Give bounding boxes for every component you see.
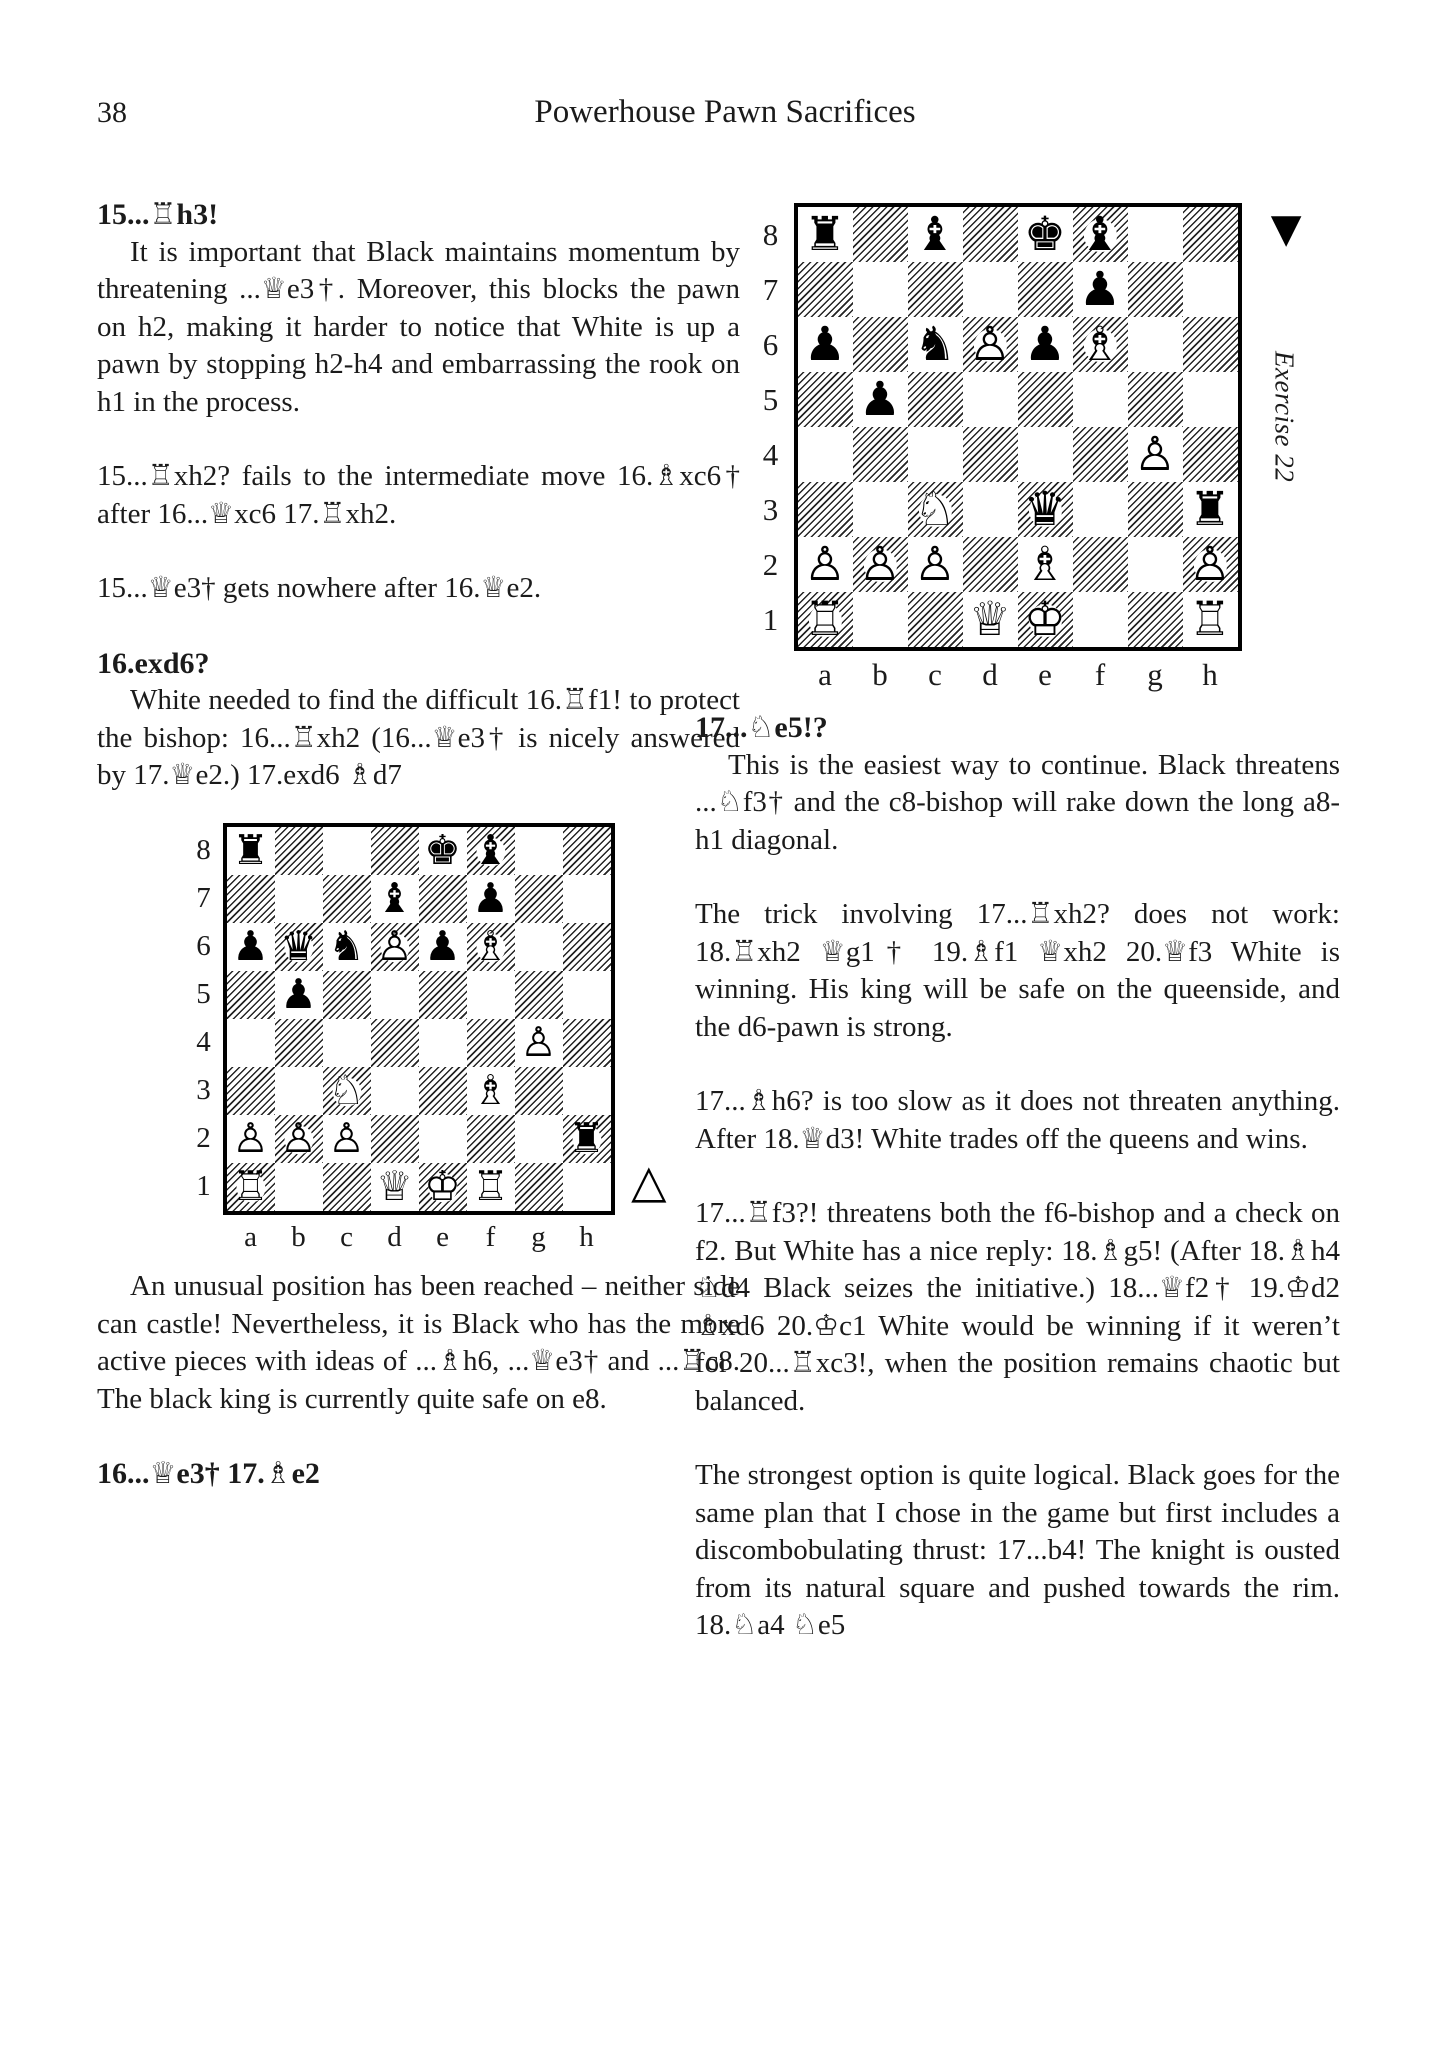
c6-black-knight: ♞ [913,317,957,372]
c3-white-knight: ♘ [913,482,957,537]
square-a3 [227,1067,275,1115]
c6-black-knight: ♞ [328,922,365,970]
square-c2 [323,1115,371,1163]
file-label-b: b [872,657,888,692]
rank-label-4: 4 [762,436,779,472]
square-a1 [798,592,853,647]
square-g4 [1128,427,1183,482]
square-b5 [853,372,908,427]
f7-black-pawn: ♟ [472,874,509,922]
square-e7 [1018,262,1073,317]
square-f1 [467,1163,515,1211]
e6-black-pawn: ♟ [1023,317,1067,372]
h1-white-rook: ♖ [1188,592,1232,647]
square-g1 [515,1163,563,1211]
a8-black-rook: ♜ [803,207,847,262]
square-f7 [467,875,515,923]
square-f8 [1073,207,1128,262]
square-b7 [275,875,323,923]
square-f2 [467,1115,515,1163]
square-d8 [371,827,419,875]
e2-white-bishop: ♗ [1023,537,1067,592]
exercise-label: Exercise 22 [1269,351,1300,483]
square-d5 [963,372,1018,427]
square-h1 [1183,592,1238,647]
square-h5 [1183,372,1238,427]
file-label-g: g [1147,657,1163,692]
chess-diagram-exercise-22 [762,203,1302,693]
file-label-a: a [818,657,832,692]
paragraph: 17...♗h6? is too slow as it does not threaten anything. After 18.♕d3! White trades off the queens and wins. [695,1085,1340,1155]
rank-label-8: 8 [196,834,211,866]
paragraph: 15...♖xh2? fails to the intermediate move 16.♗xc6† after 16...♕xc6 17.♖xh2. [97,460,740,530]
square-b7 [853,262,908,317]
square-h2 [563,1115,611,1163]
rank-labels [758,207,784,647]
g4-white-pawn: ♙ [520,1018,557,1066]
square-c6 [323,923,371,971]
square-h4 [563,1019,611,1067]
square-e1 [419,1163,467,1211]
square-e6 [1018,317,1073,372]
square-a6 [227,923,275,971]
square-a7 [227,875,275,923]
square-g3 [515,1067,563,1115]
a2-white-pawn: ♙ [803,537,847,592]
square-d3 [963,482,1018,537]
square-c8 [323,827,371,875]
rank-labels [191,827,217,1211]
rank-label-4: 4 [196,1026,211,1058]
h3-black-rook: ♜ [1188,482,1232,537]
square-d2 [371,1115,419,1163]
h2-black-rook: ♜ [568,1114,605,1162]
file-label-b: b [291,1220,306,1253]
square-b3 [275,1067,323,1115]
file-labels [794,656,1242,693]
square-h3 [1183,482,1238,537]
square-a1 [227,1163,275,1211]
h2-white-pawn: ♙ [1188,537,1232,592]
square-h4 [1183,427,1238,482]
d1-white-queen: ♕ [376,1162,413,1210]
square-h3 [563,1067,611,1115]
square-f2 [1073,537,1128,592]
square-g2 [515,1115,563,1163]
square-g8 [515,827,563,875]
square-g6 [1128,317,1183,372]
square-c5 [908,372,963,427]
paragraph: White needed to find the difficult 16.♖f1! to protect the bishop: 16...♖xh2 (16...♕e3† is nicely answered by 17.♕e2.) 17.exd6 ♗d7 [97,684,740,791]
e1-white-king: ♔ [424,1162,461,1210]
paragraph: It is important that Black maintains momentum by threatening ...♕e3†. Moreover, this blocks the pawn on h2, making it harder to notice that White is up a pawn by stopping h2-h4 and embarrassing the rook on h1 in the process. [97,235,740,418]
chess-diagram-variation [196,823,667,1255]
square-d6 [371,923,419,971]
file-label-f: f [485,1220,496,1253]
square-c7 [323,875,371,923]
square-c4 [908,427,963,482]
square-g4 [515,1019,563,1067]
square-c3 [323,1067,371,1115]
square-c2 [908,537,963,592]
rank-label-8: 8 [762,216,779,252]
square-h1 [563,1163,611,1211]
square-c1 [908,592,963,647]
rank-label-5: 5 [196,978,211,1010]
move-header: 16...♕e3† 17.♗e2 [97,1457,320,1491]
square-e5 [419,971,467,1019]
square-e5 [1018,372,1073,427]
rank-label-1: 1 [196,1170,211,1202]
square-f4 [1073,427,1128,482]
d1-white-queen: ♕ [968,592,1012,647]
square-a2 [227,1115,275,1163]
e3-black-queen: ♛ [1023,482,1067,537]
square-d4 [963,427,1018,482]
square-b2 [853,537,908,592]
square-e3 [1018,482,1073,537]
f3-white-bishop: ♗ [472,1066,509,1114]
square-c7 [908,262,963,317]
square-h2 [1183,537,1238,592]
file-label-a: a [244,1220,257,1253]
file-label-c: c [340,1220,353,1253]
square-d8 [963,207,1018,262]
square-h6 [563,923,611,971]
square-h8 [1183,207,1238,262]
paragraph: This is the easiest way to continue. Black threatens ...♘f3† and the c8-bishop will rake down the long a8-h1 diagonal. [695,748,1340,856]
square-h7 [563,875,611,923]
square-h7 [1183,262,1238,317]
rank-label-5: 5 [762,381,779,417]
paragraph: 15...♕e3† gets nowhere after 16.♕e2. [97,572,542,604]
file-label-g: g [531,1220,546,1253]
square-d3 [371,1067,419,1115]
square-e8 [419,827,467,875]
square-d2 [963,537,1018,592]
square-b4 [275,1019,323,1067]
square-d1 [371,1163,419,1211]
square-b5 [275,971,323,1019]
f1-white-rook: ♖ [472,1162,509,1210]
a8-black-rook: ♜ [232,826,269,874]
rank-label-6: 6 [196,930,211,962]
file-label-c: c [928,657,942,692]
chess-board [794,203,1242,651]
square-a4 [798,427,853,482]
square-f8 [467,827,515,875]
square-a8 [798,207,853,262]
rank-label-6: 6 [762,326,779,362]
square-e4 [1018,427,1073,482]
file-label-h: h [579,1220,594,1253]
square-h8 [563,827,611,875]
rank-label-1: 1 [762,601,779,637]
square-e2 [1018,537,1073,592]
square-a2 [798,537,853,592]
square-b3 [853,482,908,537]
square-g2 [1128,537,1183,592]
white-to-move-triangle-icon: △ [631,1154,667,1209]
c3-white-knight: ♘ [328,1066,365,1114]
a2-white-pawn: ♙ [232,1114,269,1162]
f8-black-bishop: ♝ [1078,207,1122,262]
square-d1 [963,592,1018,647]
square-g3 [1128,482,1183,537]
paragraph: An unusual position has been reached – neither side can castle! Nevertheless, it is Black who has the more active pieces with ideas of ...♗h6, ...♕e3† and ...♖c8. The black king is currently quite safe on e8. [97,1270,740,1415]
a1-white-rook: ♖ [232,1162,269,1210]
move-header: 17...♘e5!? [695,711,828,745]
rank-label-3: 3 [196,1074,211,1106]
b5-black-pawn: ♟ [858,372,902,427]
square-d5 [371,971,419,1019]
e6-black-pawn: ♟ [424,922,461,970]
square-b4 [853,427,908,482]
square-e6 [419,923,467,971]
square-c5 [323,971,371,1019]
square-h6 [1183,317,1238,372]
a1-white-rook: ♖ [803,592,847,647]
chess-board [223,823,615,1215]
square-a3 [798,482,853,537]
c8-black-bishop: ♝ [913,207,957,262]
square-e3 [419,1067,467,1115]
e1-white-king: ♔ [1023,592,1067,647]
a6-black-pawn: ♟ [232,922,269,970]
square-f4 [467,1019,515,1067]
c2-white-pawn: ♙ [913,537,957,592]
d6-white-pawn: ♙ [968,317,1012,372]
square-a4 [227,1019,275,1067]
square-a8 [227,827,275,875]
square-f6 [1073,317,1128,372]
rank-label-2: 2 [762,546,779,582]
right-column [695,196,1340,1645]
rank-label-3: 3 [762,491,779,527]
a6-black-pawn: ♟ [803,317,847,372]
square-g5 [515,971,563,1019]
square-a5 [798,372,853,427]
square-f6 [467,923,515,971]
e8-black-king: ♚ [1023,207,1067,262]
square-d7 [963,262,1018,317]
square-f3 [467,1067,515,1115]
rank-label-2: 2 [196,1122,211,1154]
square-a5 [227,971,275,1019]
paragraph: The strongest option is quite logical. Black goes for the same plan that I chose in the game but first includes a discombobulating thrust: 17...b4! The knight is ousted from its natural square and pushed towards the rim. 18.♘a4 ♘e5 [695,1459,1340,1642]
black-to-move-triangle-icon: ▼ [1270,206,1302,252]
square-c8 [908,207,963,262]
square-d6 [963,317,1018,372]
square-b6 [275,923,323,971]
move-header: 16.exd6? [97,646,210,680]
rank-label-7: 7 [762,271,779,307]
c2-white-pawn: ♙ [328,1114,365,1162]
page-number: 38 [97,96,127,129]
file-labels [223,1220,615,1255]
square-f3 [1073,482,1128,537]
square-b1 [275,1163,323,1211]
paragraph: 17...♖f3?! threatens both the f6-bishop and a check on f2. But White has a nice reply: 18.♗g5! (After 18.♗h4 ♘d4 Black seizes the initiative.) 18...♕f2† 19.♔d2 ♗xd6 20.♔c1 White would be winning if it weren’t for 20...♖xc3!, when the position remains chaotic but balanced. [695,1197,1340,1417]
d6-white-pawn: ♙ [376,922,413,970]
square-e4 [419,1019,467,1067]
file-label-e: e [1038,657,1052,692]
square-f7 [1073,262,1128,317]
rank-label-7: 7 [196,882,211,914]
square-c4 [323,1019,371,1067]
f8-black-bishop: ♝ [472,826,509,874]
square-d7 [371,875,419,923]
b2-white-pawn: ♙ [858,537,902,592]
square-g5 [1128,372,1183,427]
square-e8 [1018,207,1073,262]
square-c3 [908,482,963,537]
d7-black-bishop: ♝ [376,874,413,922]
file-label-h: h [1202,657,1218,692]
square-a6 [798,317,853,372]
file-label-e: e [436,1220,449,1253]
square-f5 [1073,372,1128,427]
square-g7 [1128,262,1183,317]
paragraph: The trick involving 17...♖xh2? does not work: 18.♖xh2 ♕g1† 19.♗f1 ♕xh2 20.♕f3 White is winning. His king will be safe on the queenside, and the d6-pawn is strong. [695,898,1340,1043]
b5-black-pawn: ♟ [280,970,317,1018]
left-column [97,196,740,1493]
file-label-d: d [387,1220,402,1253]
g4-white-pawn: ♙ [1133,427,1177,482]
file-label-f: f [1094,657,1106,692]
move-header: 15...♖h3! [97,198,219,231]
square-c1 [323,1163,371,1211]
f6-white-bishop: ♗ [1078,317,1122,372]
square-g7 [515,875,563,923]
square-h5 [563,971,611,1019]
page-title: Powerhouse Pawn Sacrifices [534,94,916,130]
square-g6 [515,923,563,971]
square-b1 [853,592,908,647]
e8-black-king: ♚ [424,826,461,874]
f7-black-pawn: ♟ [1078,262,1122,317]
square-g8 [1128,207,1183,262]
f6-white-bishop: ♗ [472,922,509,970]
square-f5 [467,971,515,1019]
square-b6 [853,317,908,372]
square-e2 [419,1115,467,1163]
square-d4 [371,1019,419,1067]
square-c6 [908,317,963,372]
square-f1 [1073,592,1128,647]
square-e1 [1018,592,1073,647]
square-b2 [275,1115,323,1163]
square-g1 [1128,592,1183,647]
b2-white-pawn: ♙ [280,1114,317,1162]
file-label-d: d [982,657,998,692]
square-b8 [853,207,908,262]
square-e7 [419,875,467,923]
b6-black-queen: ♛ [280,922,317,970]
square-a7 [798,262,853,317]
square-b8 [275,827,323,875]
